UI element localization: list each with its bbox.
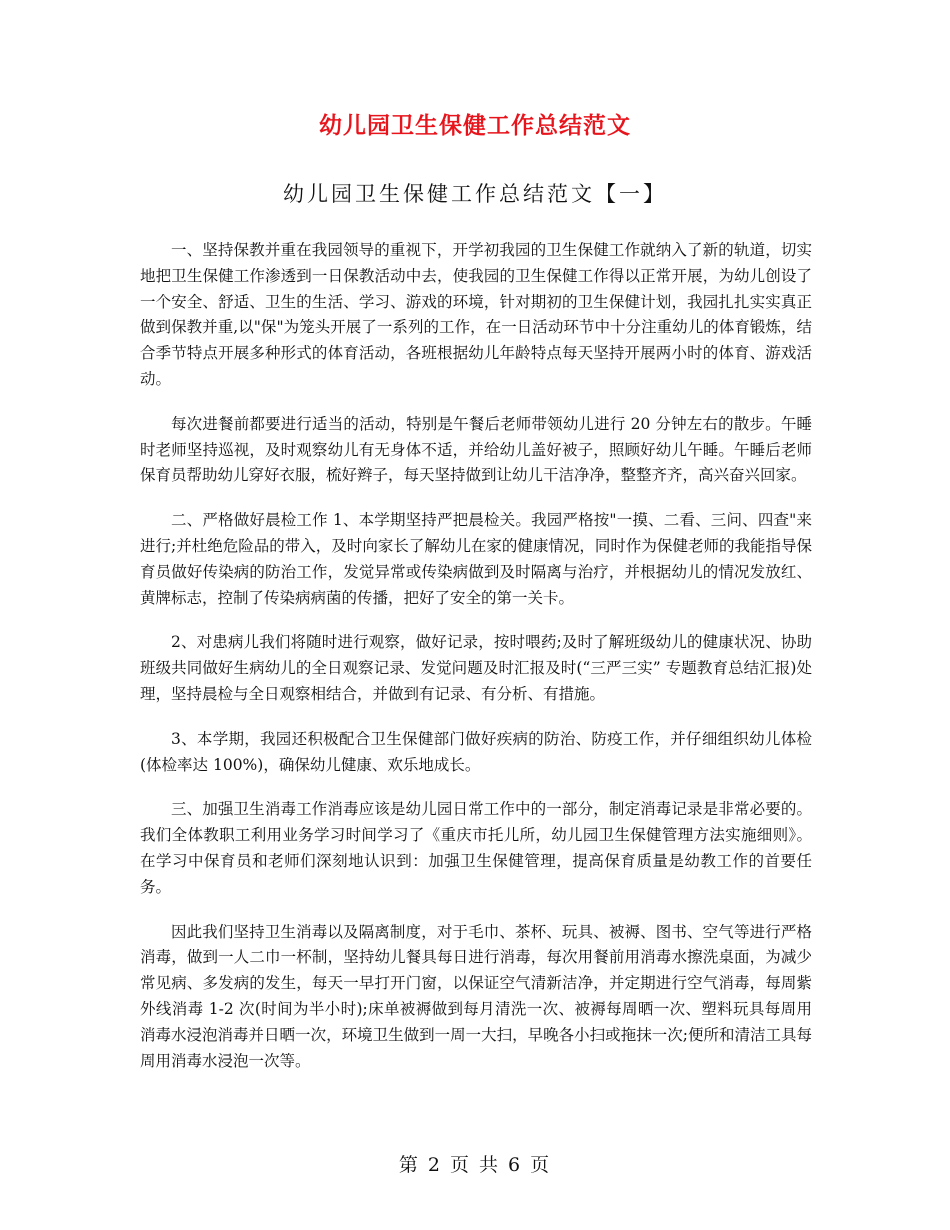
paragraph-1: 一、坚持保教并重在我园领导的重视下，开学初我园的卫生保健工作就纳入了新的轨道，切实地把卫生保健工作渗透到一日保教活动中去，使我园的卫生保健工作得以正常开展，为幼儿创设了一个安全、舒适、卫生的生活、学习、游戏的环境，针对期初的卫生保健计划，我园扎扎实实真正做到保教并重,以"保"为笼头开展了一系列的工作，在一日活动环节中十分注重幼儿的体育锻炼，结合季节特点开展多种形式的体育活动，各班根据幼儿年龄特点每天坚持开展两小时的体育、游戏活动。 — [140, 241, 812, 388]
page-number-footer: 第 2 页 共 6 页 — [398, 1154, 552, 1176]
paragraph-5: 3、本学期，我园还积极配合卫生保健部门做好疾病的防治、防疫工作，并仔细组织幼儿体检(体检率达 100%)，确保幼儿健康、欢乐地成长。 — [140, 729, 812, 774]
paragraph-6: 三、加强卫生消毒工作消毒应该是幼儿园日常工作中的一部分，制定消毒记录是非常必要的。我们全体教职工利用业务学习时间学习了《重庆市托儿所，幼儿园卫生保健管理方法实施细则》。在学习中保育员和老师们深刻地认识到：加强卫生保健管理，提高保育质量是幼教工作的首要任务。 — [140, 800, 812, 896]
document-title: 幼儿园卫生保健工作总结范文 — [319, 113, 631, 139]
paragraph-2: 每次进餐前都要进行适当的活动，特别是午餐后老师带领幼儿进行 20 分钟左右的散步。午睡时老师坚持巡视，及时观察幼儿有无身体不适，并给幼儿盖好被子，照顾好幼儿午睡。午睡后老师保育员帮助幼儿穿好衣服，梳好辫子，每天坚持做到让幼儿干洁净净，整整齐齐，高兴奋兴回家。 — [140, 414, 812, 485]
document-body — [140, 238, 812, 1093]
paragraph-3: 二、严格做好晨检工作 1、本学期坚持严把晨检关。我园严格按"一摸、二看、三问、四查"来进行;并杜绝危险品的带入，及时向家长了解幼儿在家的健康情况，同时作为保健老师的我能指导保育员做好传染病的防治工作，发觉异常或传染病做到及时隔离与治疗，并根据幼儿的情况发放红、黄牌标志，控制了传染病病菌的传播，把好了安全的第一关卡。 — [140, 511, 812, 607]
paragraph-7: 因此我们坚持卫生消毒以及隔离制度，对于毛巾、茶杯、玩具、被褥、图书、空气等进行严格消毒，做到一人二巾一杯制，坚持幼儿餐具每日进行消毒，每次用餐前用消毒水擦洗桌面，为减少常见病、多发病的发生，每天一早打开门窗，以保证空气清新洁净，并定期进行空气消毒，每周紫外线消毒 1-2 次(时间为半小时);床单被褥做到每月清洗一次、被褥每周晒一次、塑料玩具每周用消毒水浸泡消毒并日晒一次，环境卫生做到一周一大扫，早晚各小扫或拖抹一次;便所和清洁工具每周用消毒水浸泡一次等。 — [140, 922, 812, 1070]
paragraph-4: 2、对患病儿我们将随时进行观察，做好记录，按时喂药;及时了解班级幼儿的健康状况、协助班级共同做好生病幼儿的全日观察记录、发觉问题及时汇报及时(“三严三实” 专题教育总结汇报)处理，坚持晨检与全日观察相结合，并做到有记录、有分析、有措施。 — [140, 633, 812, 703]
document-subtitle: 幼儿园卫生保健工作总结范文【一】 — [283, 182, 667, 206]
